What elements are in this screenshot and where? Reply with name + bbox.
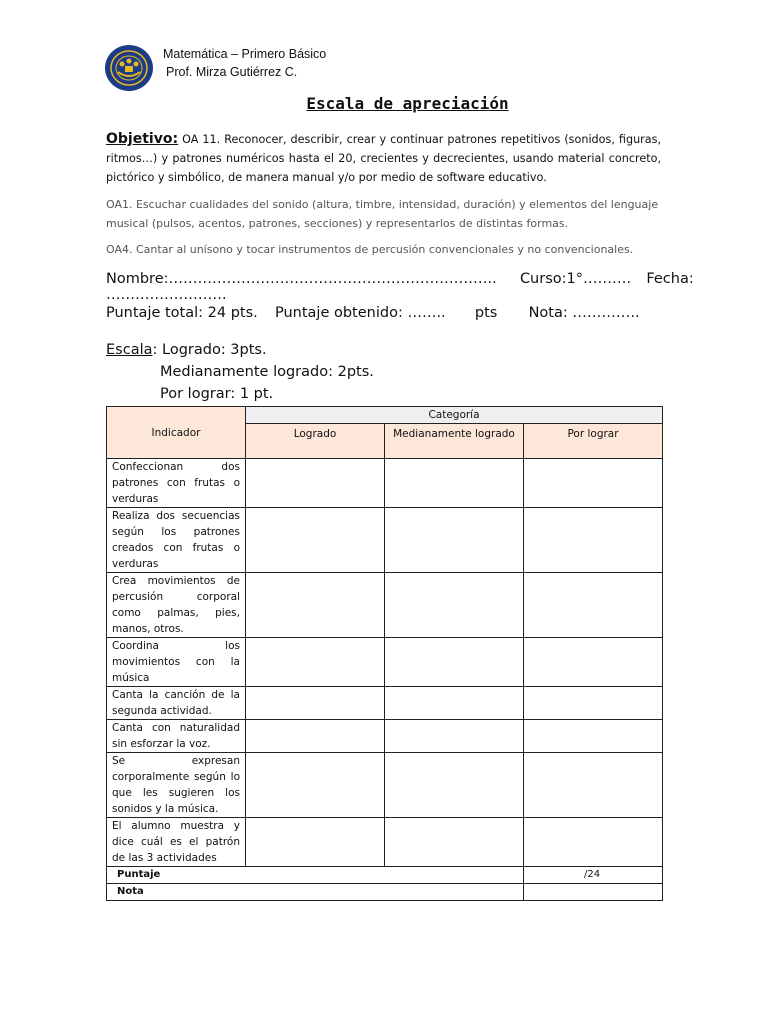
score-cell-medianamente[interactable] (385, 818, 524, 867)
scale-label: Escala (106, 342, 153, 358)
objective-label: Objetivo: (106, 131, 179, 147)
score-cell-por-lograr[interactable] (524, 638, 663, 687)
school-logo (104, 44, 154, 92)
assessment-table (106, 406, 663, 901)
score-cell-por-lograr[interactable] (524, 720, 663, 753)
indicator-cell: Canta con naturalidad sin esforzar la voz. (107, 720, 246, 753)
table-row (107, 573, 663, 638)
indicator-cell: Se expresan corporalmente según lo que les sugieren los sonidos y la música. (107, 753, 246, 818)
scale-por-lograr: Por lograr: 1 pt. (160, 386, 274, 402)
indicator-cell: Realiza dos secuencias según los patrones creados con frutas o verduras (107, 508, 246, 573)
teacher-line: Prof. Mirza Gutiérrez C. (166, 65, 298, 79)
score-cell-por-lograr[interactable] (524, 753, 663, 818)
indicator-cell: Coordina los movimientos con la música (107, 638, 246, 687)
puntaje-value: /24 (524, 867, 663, 884)
header-medianamente: Medianamente logrado (385, 424, 524, 459)
score-cell-logrado[interactable] (246, 720, 385, 753)
header-categoria: Categoría (246, 407, 663, 424)
score-line (106, 305, 640, 321)
nota-value-cell[interactable] (524, 884, 663, 901)
header-logrado: Logrado (246, 424, 385, 459)
nota-row (107, 884, 663, 901)
page-title: Escala de apreciación (306, 94, 509, 113)
score-cell-medianamente[interactable] (385, 508, 524, 573)
score-cell-logrado[interactable] (246, 459, 385, 508)
fecha-field: Fecha: ……………………. (106, 271, 694, 303)
score-cell-medianamente[interactable] (385, 687, 524, 720)
score-cell-medianamente[interactable] (385, 459, 524, 508)
objective-text: OA 11. Reconocer, describir, crear y continuar patrones repetitivos (sonidos, figuras, ritmos…) y patrones numéricos hasta el 20, crecientes y decrecientes, usando material concreto, pictórico y simbólico, de manera manual y/o por medio de software educativo. (106, 133, 661, 184)
puntaje-obtenido: Puntaje obtenido: …….. (274, 305, 451, 321)
curso-field: Curso:1°………. (519, 271, 632, 287)
nota-field: Nota: ………….. (528, 305, 640, 321)
score-cell-logrado[interactable] (246, 573, 385, 638)
nombre-field: Nombre:………………………………………………………….. (106, 271, 497, 287)
table-row (107, 508, 663, 573)
table-row (107, 818, 663, 867)
table-row (107, 459, 663, 508)
puntaje-row (107, 867, 663, 884)
student-info-line (106, 271, 768, 303)
score-cell-medianamente[interactable] (385, 573, 524, 638)
scale-medianamente: Medianamente logrado: 2pts. (160, 364, 374, 380)
table-row (107, 638, 663, 687)
objective-paragraph (106, 130, 661, 187)
scale-logrado: : Logrado: 3pts. (152, 342, 267, 358)
score-cell-medianamente[interactable] (385, 753, 524, 818)
indicator-cell: Crea movimientos de percusión corporal como palmas, pies, manos, otros. (107, 573, 246, 638)
score-cell-logrado[interactable] (246, 753, 385, 818)
oa1-paragraph: OA1. Escuchar cualidades del sonido (altura, timbre, intensidad, duración) y elementos del lenguaje musical (pulsos, acentos, patrones, secciones) y representarlos de distintas formas. (106, 198, 659, 230)
score-cell-medianamente[interactable] (385, 638, 524, 687)
subject-line: Matemática – Primero Básico (163, 47, 327, 61)
header-indicador: Indicador (107, 407, 246, 459)
table-row (107, 720, 663, 753)
table-row (107, 687, 663, 720)
document-header (163, 45, 326, 81)
score-cell-por-lograr[interactable] (524, 687, 663, 720)
pts-label: pts (474, 305, 498, 321)
puntaje-total: Puntaje total: 24 pts. (106, 305, 258, 321)
score-cell-medianamente[interactable] (385, 720, 524, 753)
score-cell-por-lograr[interactable] (524, 818, 663, 867)
indicator-cell: El alumno muestra y dice cuál es el patrón de las 3 actividades (107, 818, 246, 867)
table-row (107, 753, 663, 818)
score-cell-logrado[interactable] (246, 818, 385, 867)
header-por-lograr: Por lograr (524, 424, 663, 459)
indicator-cell: Canta la canción de la segunda actividad. (107, 687, 246, 720)
score-cell-logrado[interactable] (246, 687, 385, 720)
score-cell-logrado[interactable] (246, 638, 385, 687)
score-cell-por-lograr[interactable] (524, 508, 663, 573)
score-cell-por-lograr[interactable] (524, 459, 663, 508)
scale-legend (106, 339, 374, 405)
oa4-paragraph: OA4. Cantar al unísono y tocar instrumentos de percusión convencionales y no convencionales. (106, 243, 634, 256)
indicator-cell: Confeccionan dos patrones con frutas o verduras (107, 459, 246, 508)
nota-label: Nota (107, 884, 524, 901)
score-cell-por-lograr[interactable] (524, 573, 663, 638)
puntaje-label: Puntaje (107, 867, 524, 884)
score-cell-logrado[interactable] (246, 508, 385, 573)
